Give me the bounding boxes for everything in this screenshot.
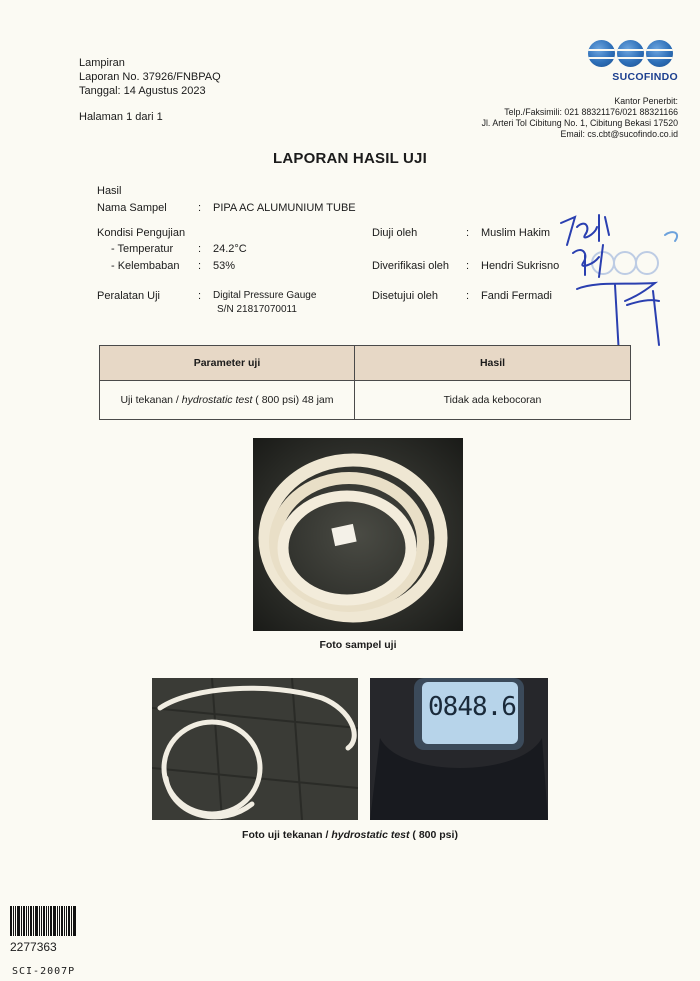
- colon: :: [198, 243, 202, 255]
- signature-stamp-graphic: [555, 205, 690, 365]
- table-header-result: Hasil: [355, 346, 631, 381]
- table-row: [100, 381, 631, 420]
- parameter-text: Uji tekanan /: [120, 394, 182, 406]
- form-code: SCI-2007P: [12, 966, 76, 977]
- colon: :: [466, 227, 470, 239]
- publisher-phone: Telp./Faksimili: 021 88321176/021 88321166: [504, 107, 678, 117]
- hasil-label: Hasil: [97, 185, 122, 197]
- humidity-label: - Kelembaban: [111, 260, 180, 272]
- temperature-value: 24.2°C: [213, 243, 247, 255]
- colon: :: [466, 260, 470, 272]
- tested-by-label: Diuji oleh: [372, 227, 418, 239]
- table-header-row: [100, 346, 631, 381]
- report-number: Laporan No. 37926/FNBPAQ: [79, 71, 221, 83]
- table-cell-result: Tidak ada kebocoran: [355, 381, 631, 420]
- test-conditions-label: Kondisi Pengujian: [97, 227, 186, 239]
- sample-photo: [253, 438, 463, 631]
- barcode-number: 2277363: [10, 940, 57, 954]
- colon: :: [466, 290, 470, 302]
- caption-text-suffix: ( 800 psi): [409, 829, 458, 841]
- globe-icon: [588, 40, 678, 67]
- publisher-email: Email: cs.cbt@sucofindo.co.id: [560, 129, 678, 139]
- sucofindo-logo: [588, 40, 678, 83]
- caption-text-italic: hydrostatic test: [331, 829, 410, 841]
- table-cell-parameter: [100, 381, 355, 420]
- verified-by-label: Diverifikasi oleh: [372, 260, 450, 272]
- equipment-value: Digital Pressure Gauge: [213, 290, 317, 301]
- equipment-label: Peralatan Uji: [97, 290, 160, 302]
- tested-by-value: Muslim Hakim: [481, 227, 551, 239]
- sample-name-value: PIPA AC ALUMUNIUM TUBE: [213, 202, 356, 214]
- verified-by-value: Hendri Sukrisno: [481, 260, 560, 272]
- page-number: Halaman 1 dari 1: [79, 111, 163, 123]
- page-title: LAPORAN HASIL UJI: [273, 150, 427, 167]
- publisher-label: Kantor Penerbit:: [614, 96, 678, 106]
- barcode: [10, 906, 78, 936]
- publisher-address: Jl. Arteri Tol Cibitung No. 1, Cibitung Bekasi 17520: [481, 118, 678, 128]
- report-header: [79, 56, 221, 124]
- parameter-text-suffix: ( 800 psi) 48 jam: [252, 394, 334, 406]
- colon: :: [198, 202, 202, 214]
- report-date: Tanggal: 14 Agustus 2023: [79, 85, 206, 97]
- approved-by-value: Fandi Fermadi: [481, 290, 552, 302]
- sample-name-label: Nama Sampel: [97, 202, 167, 214]
- pressure-test-photo-tube: [152, 678, 358, 820]
- equipment-serial: S/N 21817070011: [217, 304, 297, 315]
- gauge-reading: 0848.6: [428, 692, 516, 722]
- colon: :: [198, 290, 202, 302]
- results-table: [99, 345, 631, 420]
- approved-by-label: Disetujui oleh: [372, 290, 439, 302]
- sample-photo-caption: Foto sampel uji: [319, 639, 397, 651]
- pressure-test-caption: [152, 829, 548, 841]
- logo-text: SUCOFINDO: [612, 71, 678, 83]
- caption-text: Foto uji tekanan /: [242, 829, 332, 841]
- temperature-label: - Temperatur: [111, 243, 174, 255]
- publisher-block: [482, 96, 678, 140]
- table-header-parameter: Parameter uji: [100, 346, 355, 381]
- attachment-label: Lampiran: [79, 57, 125, 69]
- humidity-value: 53%: [213, 260, 236, 272]
- colon: :: [198, 260, 202, 272]
- pressure-test-photo-gauge: [370, 678, 548, 820]
- parameter-text-italic: hydrostatic test: [181, 394, 253, 406]
